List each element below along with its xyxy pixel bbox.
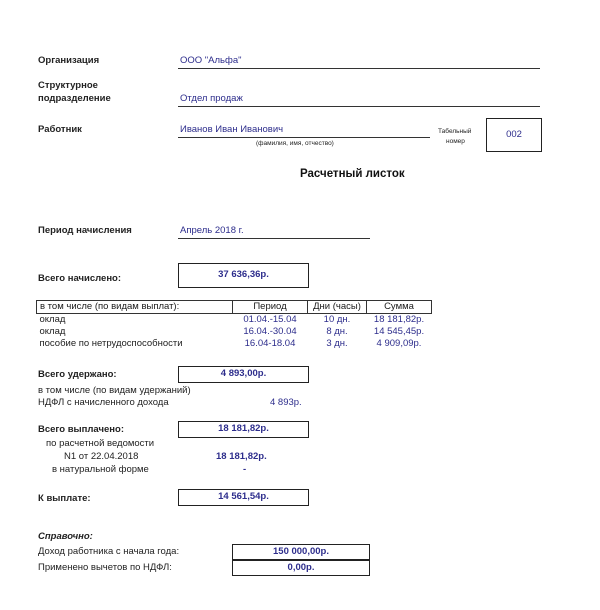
statement-line1: по расчетной ведомости — [46, 438, 155, 449]
page-title: Расчетный листок — [300, 168, 405, 180]
worker-value: Иванов Иван Иванович — [180, 124, 284, 135]
dept-label-line1: Структурное — [38, 80, 98, 91]
col-header-sum: Сумма — [367, 301, 432, 314]
row-sum: 14 545,45р. — [373, 326, 425, 337]
row-days: 8 дн. — [326, 326, 348, 337]
paid-label: Всего выплачено: — [38, 424, 124, 435]
reference-label: Справочно: — [38, 531, 93, 542]
row-sum: 18 181,82р. — [373, 314, 425, 325]
income-value-box: 150 000,00р. — [232, 544, 370, 560]
org-value: ООО "Альфа" — [180, 55, 242, 66]
row-days: 10 дн. — [323, 314, 351, 325]
withheld-sub-label: в том числе (по видам удержаний) — [38, 385, 191, 396]
row-name: оклад — [39, 314, 66, 325]
tab-number-box: 002 — [486, 118, 542, 152]
period-underline — [178, 238, 370, 239]
row-name: оклад — [39, 326, 66, 337]
col-header-days: Дни (часы) — [308, 301, 367, 314]
period-value: Апрель 2018 г. — [180, 225, 244, 236]
row-sum: 4 909,09р. — [376, 338, 422, 349]
row-days: 3 дн. — [326, 338, 348, 349]
tab-label-line1: Табельный — [438, 128, 472, 135]
row-name: пособие по нетрудоспособности — [39, 338, 183, 349]
statement-value: 18 181,82р. — [216, 451, 267, 462]
accruals-table-header — [37, 301, 432, 314]
payout-label: К выплате: — [38, 493, 91, 504]
col-header-type: в том числе (по видам выплат): — [37, 301, 233, 314]
row-period: 16.04.-30.04 — [243, 326, 297, 337]
ndfl-label: НДФЛ с начисленного дохода — [38, 397, 169, 408]
statement-line2: N1 от 22.04.2018 — [64, 451, 139, 462]
dept-value: Отдел продаж — [180, 93, 243, 104]
dept-label-line2: подразделение — [38, 93, 111, 104]
income-label: Доход работника с начала года: — [38, 546, 180, 557]
withheld-total-box: 4 893,00р. — [178, 366, 309, 383]
accrued-total-box: 37 636,36р. — [178, 263, 309, 288]
deduction-label: Применено вычетов по НДФЛ: — [38, 562, 172, 573]
payout-total-box: 14 561,54р. — [178, 489, 309, 506]
worker-underline — [178, 137, 430, 138]
accrued-label: Всего начислено: — [38, 273, 122, 284]
accruals-table — [36, 300, 432, 350]
table-row — [37, 326, 432, 338]
row-period: 16.04-18.04 — [244, 338, 296, 349]
table-row — [37, 338, 432, 350]
dept-underline — [178, 106, 540, 107]
paid-total-box: 18 181,82р. — [178, 421, 309, 438]
withheld-label: Всего удержано: — [38, 369, 117, 380]
worker-label: Работник — [38, 124, 82, 135]
period-label: Период начисления — [38, 225, 132, 236]
org-underline — [178, 68, 540, 69]
table-row — [37, 314, 432, 327]
org-label: Организация — [38, 55, 100, 66]
worker-hint: (фамилия, имя, отчество) — [256, 140, 334, 147]
tab-label-line2: номер — [446, 138, 465, 145]
row-period: 01.04.-15.04 — [243, 314, 297, 325]
ndfl-value: 4 893р. — [270, 397, 302, 408]
col-header-period: Период — [233, 301, 308, 314]
natural-label: в натуральной форме — [52, 464, 149, 475]
deduction-value-box: 0,00р. — [232, 560, 370, 576]
natural-value: - — [243, 464, 247, 475]
